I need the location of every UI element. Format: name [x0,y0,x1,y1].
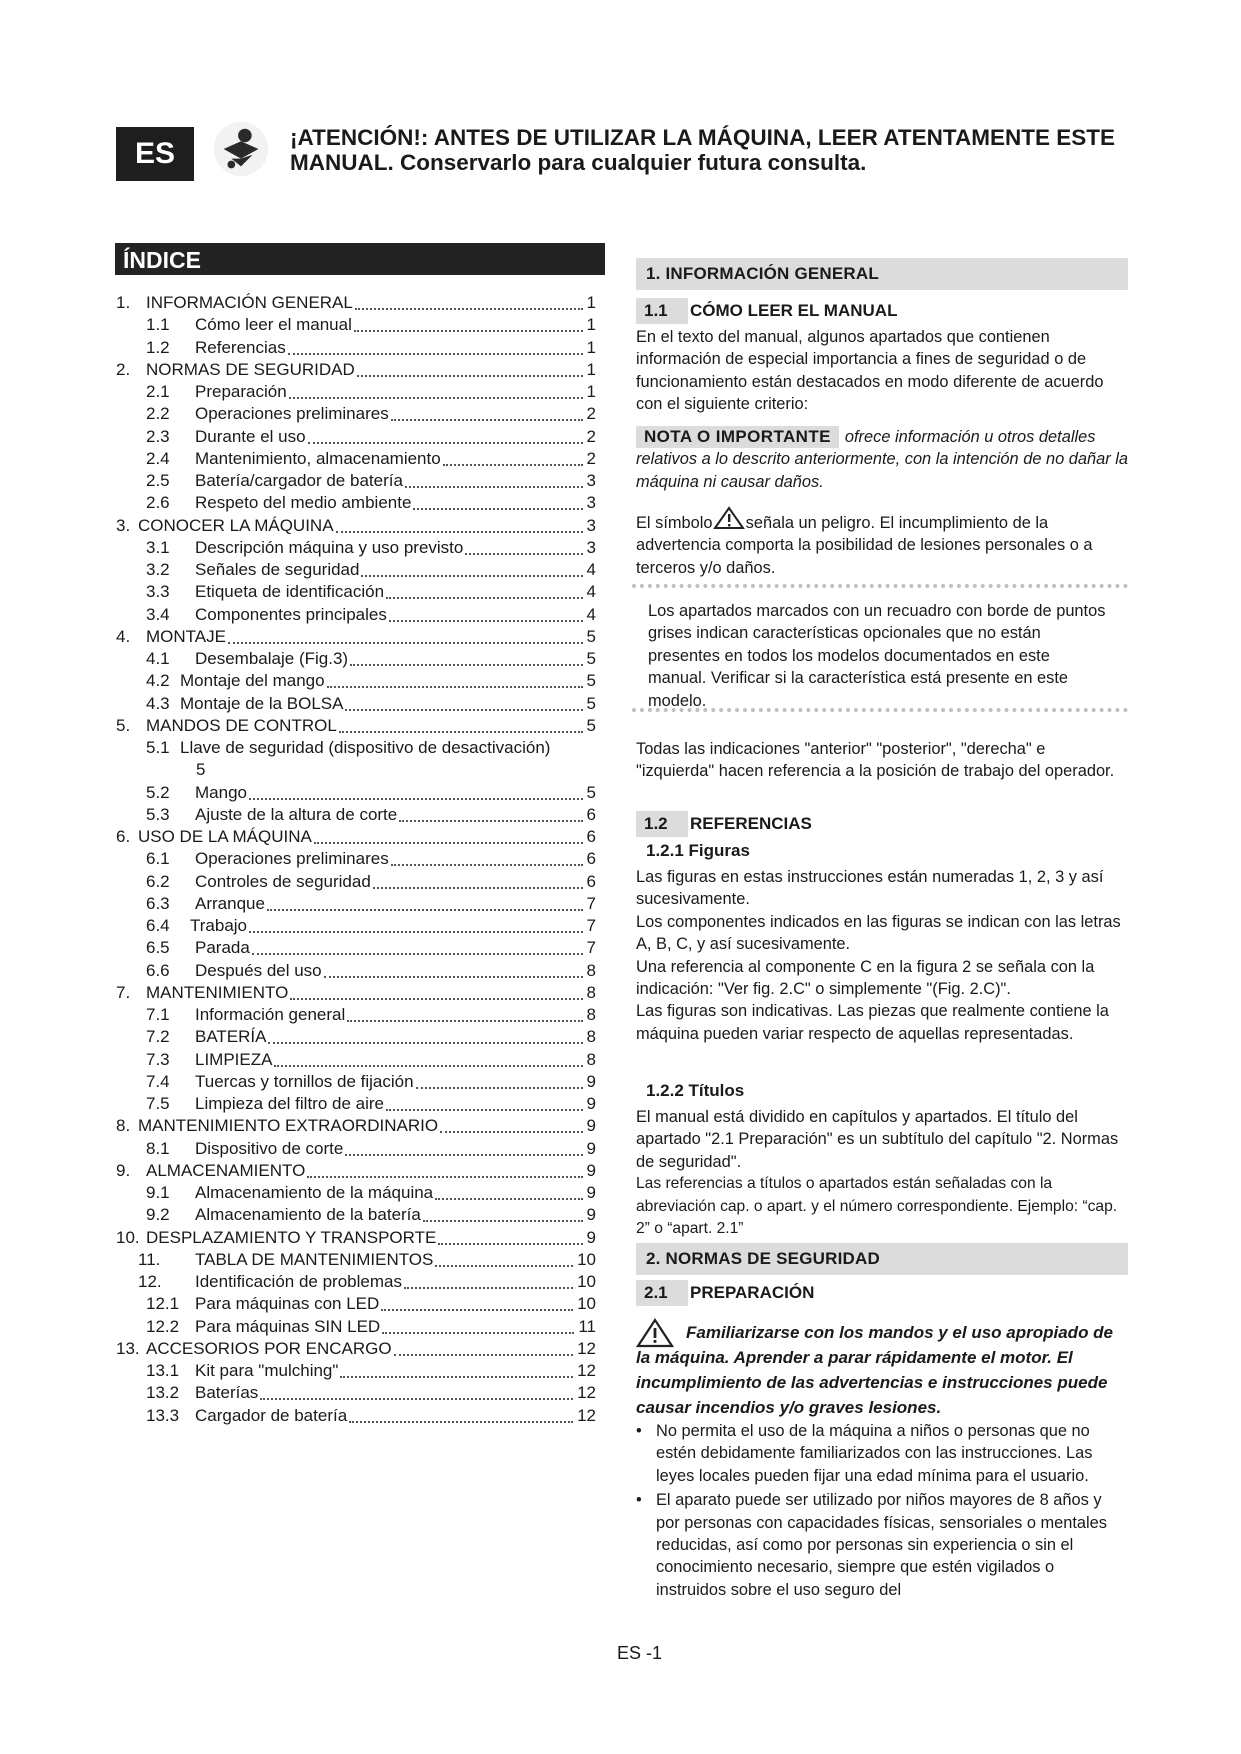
toc-entry[interactable] [0,715,596,737]
toc-entry-label: Preparación [195,382,287,401]
toc-dot-leader [339,731,583,733]
toc-entry[interactable] [0,626,596,648]
toc-dot-leader [249,798,583,800]
optional-features-text: Los apartados marcados con un recuadro con borde de puntos grises indican características opcionales que no están presentes en todos los modelos documentados en este manual. Verificar si la característica está presente en este modelo. [648,602,1106,710]
toc-entry-label: Señales de seguridad [195,560,360,579]
toc-entry[interactable] [0,960,596,982]
toc-entry-page: 3 [586,537,596,557]
toc-entry-label: MANTENIMIENTO [146,982,289,1002]
toc-dot-leader [381,1309,573,1311]
toc-dot-leader [327,686,583,688]
page-heading [290,125,1140,175]
toc-dot-leader [267,909,583,911]
toc-entry-label: Para máquinas con LED [195,1294,380,1314]
toc-entry-page: 5 [196,760,206,779]
toc-entry-label: ALMACENAMIENTO [146,1160,306,1180]
toc-dot-leader [345,709,583,711]
section-label: CÓMO LEER EL MANUAL [690,301,898,320]
toc-dot-leader [435,1265,573,1267]
toc-entry-number: 6.6 [146,960,170,980]
toc-entry-number: 7.5 [146,1094,170,1113]
toc-entry-number: 5.3 [146,804,170,824]
toc-entry[interactable] [0,1182,596,1204]
toc-entry[interactable] [0,1026,596,1048]
toc-entry-page: 5 [586,626,596,646]
toc-entry-number: 1.2 [146,337,170,357]
toc-dot-leader [228,642,583,644]
toc-dot-leader [373,887,583,889]
toc-entry[interactable] [0,559,596,581]
toc-entry-label: Baterías [195,1383,259,1403]
toc-entry-label: Kit para "mulching" [195,1361,339,1380]
toc-entry-page: 11 [578,1316,596,1336]
toc-entry-number: 2.4 [146,448,170,468]
toc-entry-page: 6 [586,849,596,869]
toc-entry[interactable] [0,515,596,537]
toc-entry[interactable] [0,1293,596,1315]
toc-dot-leader [354,330,583,332]
toc-dot-leader [340,1376,573,1378]
toc-entry-number: 9.2 [146,1205,170,1225]
toc-dot-leader [308,442,583,444]
toc-entry[interactable] [0,314,596,336]
toc-entry[interactable] [0,581,596,603]
toc-entry[interactable] [0,1338,596,1360]
warning-triangle-icon [713,506,745,530]
toc-entry-page: 9 [586,1071,596,1091]
toc-entry-page: 9 [586,1116,596,1136]
toc-entry-page: 4 [586,582,596,602]
toc-dot-leader [350,664,583,666]
toc-entry[interactable] [0,403,596,425]
toc-entry-page: 10 [577,1272,596,1291]
toc-entry-label: CONOCER LA MÁQUINA [138,515,334,535]
toc-entry-number: 4.2 [146,671,170,691]
toc-entry-number: 13.2 [146,1383,180,1403]
toc-entry-number: 3.4 [146,604,170,624]
toc-entry-page: 1 [586,359,596,379]
toc-entry[interactable] [0,826,596,848]
toc-entry[interactable] [0,648,596,670]
toc-entry[interactable] [0,1093,596,1115]
toc-dot-leader [438,1243,583,1245]
toc-dot-leader [435,1198,583,1200]
toc-dot-leader [355,308,583,310]
toc-title: ÍNDICE [115,243,605,275]
toc-dot-leader [324,976,583,978]
toc-entry-number: 7.2 [146,1027,170,1047]
toc-entry-page: 5 [586,693,596,713]
toc-entry-label: Cargador de batería [195,1405,348,1425]
toc-entry-page: 1 [586,382,596,401]
toc-entry-label: Batería/cargador de batería [195,471,403,490]
toc-entry[interactable] [0,1160,596,1182]
toc-dot-leader [465,553,583,555]
toc-entry-number: 2.2 [146,404,170,424]
toc-entry-page: 9 [586,1183,596,1202]
toc-entry-label: Mango [195,782,247,802]
toc-entry-number: 3.3 [146,582,170,602]
symbol-paragraph [636,506,1128,579]
toc-entry-page: 3 [586,471,596,490]
toc-dot-leader [391,419,583,421]
toc-entry-number: 6.3 [146,893,170,913]
toc-entry-label: Montaje del mango [180,671,325,691]
toc-entry[interactable] [0,871,596,893]
titulos-line-2: Las referencias a títulos o apartados están señaladas con la abreviación cap. o apart. y el número correspondiente. Ejemplo: “cap. 2” o “apart. 2.1” [636,1175,1118,1238]
toc-entry-page: 8 [586,1049,596,1069]
toc-entry-page: 5 [586,671,596,691]
toc-entry[interactable] [0,937,596,959]
toc-entry-label: Cómo leer el manual [195,315,352,335]
toc-entry-label: USO DE LA MÁQUINA [138,827,312,846]
toc-entry[interactable] [0,670,596,692]
toc-entry[interactable] [0,982,596,1004]
section-number: 1.2 [636,811,688,837]
toc-entry-number: 3.1 [146,537,170,557]
toc-entry[interactable] [0,1316,596,1338]
toc-dot-leader [345,1154,583,1156]
toc-entry[interactable] [0,426,596,448]
toc-entry-number: 6.5 [146,938,170,958]
toc-entry-page: 10 [577,1294,596,1314]
toc-entry-page: 5 [586,715,596,735]
toc-entry-label: DESPLAZAMIENTO Y TRANSPORTE [146,1227,437,1247]
toc-dot-leader [386,1109,583,1111]
toc-entry[interactable] [0,359,596,381]
toc-entry-page: 3 [586,493,596,513]
toc-entry-label: Ajuste de la altura de corte [195,804,398,824]
toc-dot-leader [290,998,583,1000]
toc-dot-leader [288,353,583,355]
toc-entry[interactable] [0,693,596,715]
toc-entry-number: 9. [116,1160,131,1180]
toc-entry-number: 4.3 [146,693,170,713]
toc-entry[interactable] [0,737,596,781]
toc-entry-label: Descripción máquina y uso previsto [195,537,464,557]
toc-dot-leader [416,1087,583,1089]
toc-dot-leader [336,531,583,533]
toc-entry-page: 12 [577,1361,596,1380]
section-label: REFERENCIAS [690,814,812,833]
toc-entry-label: Dispositivo de corte [195,1138,344,1158]
toc-entry-page: 2 [586,426,596,446]
figuras-line-2: Los componentes indicados en las figuras se indican con las letras A, B, C, y así sucesivamente. [636,912,1121,954]
toc-entry-page: 4 [586,604,596,624]
paragraph-figuras [636,866,1128,1045]
figuras-line-4: Las figuras son indicativas. Las piezas que realmente contiene la máquina pueden variar respecto de aquellas representadas. [636,1002,1109,1043]
toc-entry-label: INFORMACIÓN GENERAL [146,293,353,312]
toc-entry-page: 1 [586,337,596,357]
toc-entry[interactable] [0,893,596,915]
toc-dot-leader [307,1176,583,1178]
toc-entry-label: Componentes principales [195,604,387,624]
toc-entry-number: 6.4 [146,916,170,935]
toc-entry-page: 10 [577,1249,596,1269]
section-number: 2.1 [636,1280,688,1306]
toc-entry[interactable] [0,448,596,470]
toc-dot-leader [252,953,583,955]
toc-dot-leader [443,464,583,466]
toc-entry-page: 2 [586,404,596,424]
toc-entry-page: 8 [586,1027,596,1047]
heading-line-1: ¡ATENCIÓN!: ANTES DE UTILIZAR LA MÁQUINA, LEER ATENTAMENTE ESTE [290,125,1115,150]
toc-entry[interactable] [0,537,596,559]
toc-entry[interactable] [0,604,596,626]
toc-dot-leader [260,1398,573,1400]
toc-entry-page: 7 [586,893,596,913]
toc-entry-number: 11. [138,1249,161,1269]
toc-entry-number: 6.2 [146,871,170,891]
toc-entry-label: Mantenimiento, almacenamiento [195,448,441,468]
toc-entry-page: 4 [586,560,596,579]
paragraph-intro: En el texto del manual, algunos apartados que contienen información de especial importancia a fines de seguridad o de funcionamiento están destacados en modo diferente de acuerdo con el siguiente criterio: [636,328,1104,414]
toc-entry-label: Controles de seguridad [195,871,371,891]
toc-entry-page: 8 [586,982,596,1002]
warning-paragraph [636,1320,1128,1420]
toc-dot-leader [413,508,583,510]
toc-entry[interactable] [0,848,596,870]
warning-text: Familiarizarse con los mandos y el uso apropiado de la máquina. Aprender a parar rápidamente el motor. El incumplimiento de las advertencias e instrucciones puede causar incendios y/o graves lesiones. [636,1323,1114,1417]
section-label: PREPARACIÓN [690,1283,815,1302]
section-number: 1.1 [636,298,688,324]
figuras-line-3: Una referencia al componente C en la figura 2 se señala con la indicación: "Ver fig. 2.C" o simplemente "(Fig. 2.C)". [636,957,1095,999]
symbol-text-pre: El símbolo [636,514,713,532]
toc-entry[interactable] [0,1071,596,1093]
toc-entry-number: 7. [116,982,131,1002]
toc-dot-leader [423,1220,583,1222]
toc-dot-leader [405,486,583,488]
toc-entry-page: 12 [577,1383,596,1403]
toc-entry-page: 9 [586,1160,596,1180]
section-2-title: 2. NORMAS DE SEGURIDAD [636,1243,1128,1275]
toc-entry-number: 12.2 [146,1316,180,1336]
toc-entry[interactable] [0,1227,596,1249]
nota-label: NOTA O IMPORTANTE [636,426,839,448]
warning-triangle-icon [636,1318,674,1348]
section-1-2-1-title: 1.2.1 Figuras [646,841,750,860]
toc-entry-label: Trabajo [190,916,248,935]
toc-entry-number: 2.5 [146,471,170,490]
toc-entry-label: Respeto del medio ambiente [195,493,412,513]
toc-entry-page: 6 [586,827,596,846]
toc-entry-label: LIMPIEZA [195,1049,273,1069]
toc-entry-page: 9 [586,1205,596,1225]
heading-line-2: MANUAL. Conservarlo para cualquier futura consulta. [290,150,867,175]
toc-entry[interactable] [0,492,596,514]
toc-entry-label: BATERÍA [195,1027,267,1047]
toc-entry-number: 2.1 [146,382,170,401]
toc-dot-leader [389,620,583,622]
toc-entry-page: 7 [586,938,596,958]
toc-entry-number: 5.1 [146,738,170,757]
toc-entry-label: Para máquinas SIN LED [195,1316,381,1336]
language-badge: ES [116,127,194,181]
toc-entry[interactable] [0,292,596,314]
toc-entry-label: MANTENIMIENTO EXTRAORDINARIO [138,1116,439,1136]
toc-entry-label: Limpieza del filtro de aire [195,1094,384,1113]
toc-entry-label: Almacenamiento de la batería [195,1205,421,1225]
toc-entry-label: Información general [195,1005,346,1024]
toc-entry-page: 8 [586,960,596,980]
toc-entry[interactable] [0,804,596,826]
toc-entry[interactable] [0,915,596,937]
toc-dot-leader [274,1065,583,1067]
list-item: • No permita el uso de la máquina a niños o personas que no estén debidamente familiarizados con las instrucciones. Las leyes locales pueden fijar una edad mínima para el usuario. [636,1420,1128,1487]
toc-entry-number: 7.1 [146,1005,170,1024]
toc-entry-label: Identificación de problemas [195,1272,402,1291]
nota-paragraph [636,426,1128,493]
toc-entry-number: 3. [116,515,131,535]
toc-entry-page: 5 [586,782,596,802]
toc-entry-label: Tuercas y tornillos de fijación [195,1071,414,1091]
toc-entry-number: 8. [116,1116,131,1136]
toc-dot-leader [394,1354,573,1356]
toc-entry-number: 8.1 [146,1138,170,1158]
toc-entry-page: 9 [586,1227,596,1247]
toc-entry-number: 7.3 [146,1049,170,1069]
toc-entry-label: Referencias [195,337,286,357]
toc-entry-page: 8 [586,1005,596,1024]
toc-entry-label: Almacenamiento de la máquina [195,1183,434,1202]
toc-entry-page: 6 [586,804,596,824]
toc-entry-number: 1.1 [146,315,170,335]
toc-entry-number: 13.3 [146,1405,180,1425]
toc-entry-number: 3.2 [146,560,170,579]
toc-entry-label: MONTAJE [146,626,226,646]
toc-dot-leader [347,1020,583,1022]
toc-entry-number: 2.6 [146,493,170,513]
toc-entry-page: 7 [586,916,596,935]
page-number: ES -1 [617,1643,663,1663]
paragraph-titulos [636,1106,1128,1240]
toc-dot-leader [357,375,583,377]
toc-entry[interactable] [0,1360,596,1382]
toc-entry[interactable] [0,337,596,359]
toc-entry-page: 1 [586,293,596,312]
section-1-1-title [636,298,897,324]
toc-dot-leader [404,1287,573,1289]
toc-entry-page: 9 [586,1094,596,1113]
toc-entry[interactable] [0,1271,596,1293]
toc-entry-label: Operaciones preliminares [195,849,389,869]
toc-entry[interactable] [0,1004,596,1026]
symbol-text-post: señala un peligro. El incumplimiento de la advertencia comporta la posibilidad de lesiones personales o a terceros y/o daños. [636,514,1093,577]
toc-entry-label: Llave de seguridad (dispositivo de desactivación) [180,738,551,757]
toc-entry-number: 6.1 [146,849,170,869]
toc-dot-leader [268,1042,583,1044]
toc-entry[interactable] [0,470,596,492]
toc-dot-leader [382,1332,574,1334]
toc-dot-leader [386,597,583,599]
toc-entry-number: 2. [116,359,131,379]
toc-entry-number: 2.3 [146,426,170,446]
toc-entry-label: TABLA DE MANTENIMIENTOS [195,1249,434,1269]
toc-entry-label: Durante el uso [195,426,306,446]
toc-entry-number: 12.1 [146,1294,180,1314]
toc-entry[interactable] [0,1249,596,1271]
toc-dot-leader [440,1131,583,1133]
section-1-title: 1. INFORMACIÓN GENERAL [636,258,1128,290]
book-reading-icon [212,120,270,178]
toc-entry-number: 13. [116,1338,140,1358]
list-item: • El aparato puede ser utilizado por niños mayores de 8 años y por personas con capacidades físicas, sensoriales o mentales reducidas, así como por personas sin experiencia o sin el conocimiento necesario, siempre que estén vigilados o instruidos sobre el uso seguro del [636,1489,1128,1601]
toc-entry-page: 12 [577,1405,596,1425]
safety-bullet-list [636,1420,1128,1601]
toc-entry[interactable] [0,1382,596,1404]
toc-entry-label: Parada [195,938,250,958]
toc-entry[interactable] [0,1405,596,1427]
toc-entry[interactable] [0,1049,596,1071]
toc-entry-number: 7.4 [146,1071,170,1091]
toc-entry[interactable] [0,1138,596,1160]
toc-entry-number: 4. [116,626,131,646]
toc-dot-leader [399,820,583,822]
titulos-line-1: El manual está dividido en capítulos y apartados. El título del apartado "2.1 Preparación" es un subtítulo del capítulo "2. Normas de seguridad". [636,1108,1119,1171]
toc-entry-number: 10. [116,1227,140,1247]
toc-entry-label: Montaje de la BOLSA [180,693,344,713]
toc-entry-label: Etiqueta de identificación [195,582,385,602]
section-2-1-title [636,1280,814,1306]
toc-entry-number: 5. [116,715,131,735]
toc-dot-leader [361,575,583,577]
optional-features-box [632,584,1128,712]
toc-entry-number: 9.1 [146,1183,170,1202]
toc-dot-leader [391,864,583,866]
toc-entry[interactable] [0,1115,596,1137]
toc-entry-label: MANDOS DE CONTROL [146,715,337,735]
toc-entry[interactable] [0,381,596,403]
toc-entry-page: 3 [586,515,596,535]
toc-entry-number: 1. [116,293,131,312]
figuras-line-1: Las figuras en estas instrucciones están numeradas 1, 2, 3 y así sucesivamente. [636,868,1104,909]
toc-entry-page: 5 [586,649,596,668]
paragraph-directions: Todas las indicaciones "anterior" "posterior", "derecha" e "izquierda" hacen referencia a la posición de trabajo del operador. [636,740,1115,781]
toc-entry-page: 9 [586,1138,596,1158]
toc-entry-label: Arranque [195,893,265,913]
toc-entry-label: NORMAS DE SEGURIDAD [146,359,355,379]
toc-entry-label: Operaciones preliminares [195,404,389,424]
toc-dot-leader [349,1421,573,1423]
toc-entry-page: 1 [586,315,596,335]
toc-entry-label: ACCESORIOS POR ENCARGO [146,1338,392,1358]
nota-text: ofrece información u otros detalles relativos a lo descrito anteriormente, con la intención de no dañar la máquina ni causar daños. [636,428,1129,491]
toc-entry[interactable] [0,782,596,804]
toc-entry-page: 6 [586,871,596,891]
toc-entry-label: Después del uso [195,960,322,980]
toc-entry-number: 12. [138,1272,162,1291]
toc-entry-number: 5.2 [146,782,170,802]
section-1-2-2-title: 1.2.2 Títulos [646,1081,745,1100]
toc-dot-leader [289,397,583,399]
toc-entry[interactable] [0,1204,596,1226]
section-1-2-title [636,811,812,837]
toc-entry-page: 12 [577,1338,596,1358]
toc-entry-page: 2 [586,448,596,468]
toc-entry-number: 4.1 [146,649,170,668]
toc-entry-number: 13.1 [146,1361,180,1380]
toc-entry-number: 6. [116,827,131,846]
toc-entry-label: Desembalaje (Fig.3) [195,649,349,668]
toc-dot-leader [249,931,583,933]
toc-dot-leader [314,842,583,844]
